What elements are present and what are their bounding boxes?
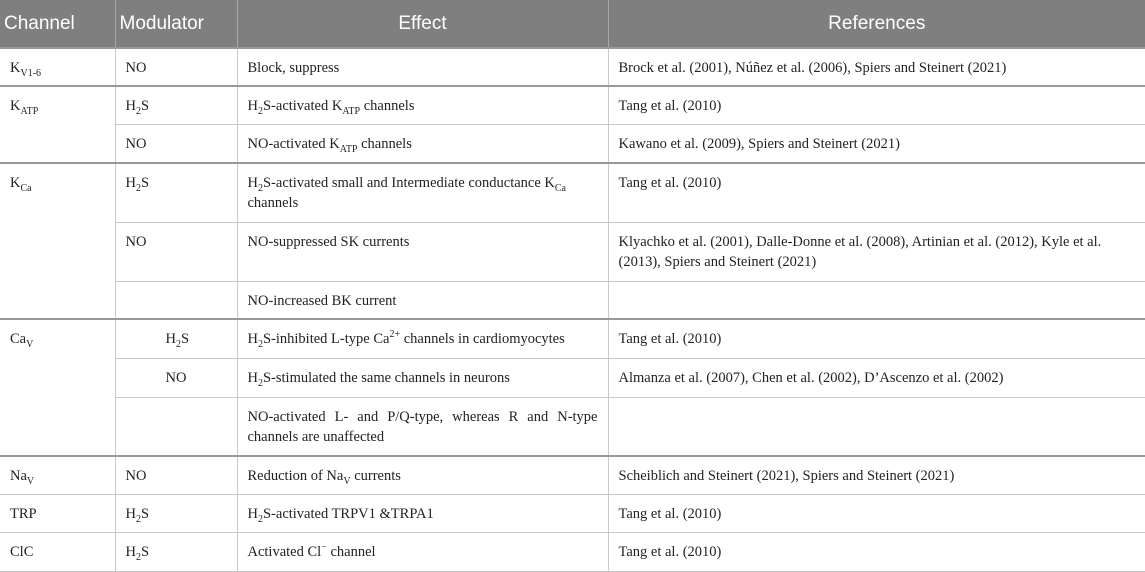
modulator-cell	[115, 397, 237, 456]
header-modulator: Modulator	[115, 0, 237, 48]
effect-cell: NO-suppressed SK currents	[237, 222, 608, 281]
channel-cell: $K_{V1-6}$	[0, 48, 115, 86]
effect-cell: $H_2S$-activated $K_{ATP}$ channels	[237, 86, 608, 124]
references-cell: Tang et al. (2010)	[608, 494, 1145, 532]
effect-cell: $H_2S$-activated small and Intermediate conductance $K_{Ca}$ channels	[237, 163, 608, 222]
references-cell: Tang et al. (2010)	[608, 86, 1145, 124]
table-row	[0, 397, 1145, 456]
modulator-cell: NO	[115, 124, 237, 163]
references-cell: Almanza et al. (2007), Chen et al. (2002), D’Ascenzo et al. (2002)	[608, 358, 1145, 397]
effect-cell: $H_2S$-stimulated the same channels in neurons	[237, 358, 608, 397]
modulator-cell: $H_2S$	[115, 86, 237, 124]
header-effect: Effect	[237, 0, 608, 48]
channel-cell: ClC	[0, 532, 115, 571]
references-cell: Tang et al. (2010)	[608, 532, 1145, 571]
channel-cell: $K_{ATP}$	[0, 86, 115, 163]
effect-cell: NO-activated $K_{ATP}$ channels	[237, 124, 608, 163]
channel-cell: $Na_V$	[0, 456, 115, 494]
references-cell: Brock et al. (2001), Núñez et al. (2006), Spiers and Steinert (2021)	[608, 48, 1145, 86]
table-row	[0, 456, 1145, 494]
effect-cell: Reduction of $Na_V$ currents	[237, 456, 608, 494]
references-cell: Scheiblich and Steinert (2021), Spiers and Steinert (2021)	[608, 456, 1145, 494]
channel-cell: $Ca_V$	[0, 319, 115, 456]
table-row	[0, 281, 1145, 319]
effect-cell: Block, suppress	[237, 48, 608, 86]
effect-cell: $H_2S$-activated TRPV1 &TRPA1	[237, 494, 608, 532]
references-cell	[608, 397, 1145, 456]
modulator-cell: $H_2S$	[115, 319, 237, 358]
channel-cell: $K_{Ca}$	[0, 163, 115, 319]
effect-cell: NO-increased BK current	[237, 281, 608, 319]
effect-cell: $H_2S$-inhibited L-type $Ca^{2+}$ channels in cardiomyocytes	[237, 319, 608, 358]
header-references: References	[608, 0, 1145, 48]
modulator-cell: $H_2S$	[115, 532, 237, 571]
table-row	[0, 319, 1145, 358]
header-channel: Channel	[0, 0, 115, 48]
modulator-cell: $H_2S$	[115, 494, 237, 532]
table-row	[0, 358, 1145, 397]
modulator-cell: NO	[115, 48, 237, 86]
modulator-cell: NO	[115, 222, 237, 281]
header-row	[0, 0, 1145, 48]
references-cell	[608, 281, 1145, 319]
table-row	[0, 532, 1145, 571]
table-row	[0, 222, 1145, 281]
modulator-cell	[115, 281, 237, 319]
table-row	[0, 48, 1145, 86]
references-cell: Tang et al. (2010)	[608, 319, 1145, 358]
effect-cell: NO-activated L- and P/Q-type, whereas R and N-type channels are unaffected	[237, 397, 608, 456]
effect-cell: Activated Cl− channel	[237, 532, 608, 571]
table-row	[0, 163, 1145, 222]
table-row	[0, 86, 1145, 124]
modulator-cell: NO	[115, 456, 237, 494]
modulator-cell: NO	[115, 358, 237, 397]
table-row	[0, 494, 1145, 532]
modulator-cell: $H_2S$	[115, 163, 237, 222]
references-cell: Tang et al. (2010)	[608, 163, 1145, 222]
channel-cell: TRP	[0, 494, 115, 532]
references-cell: Klyachko et al. (2001), Dalle-Donne et al. (2008), Artinian et al. (2012), Kyle et al. (2013), Spiers and Steinert (2021)	[608, 222, 1145, 281]
references-cell: Kawano et al. (2009), Spiers and Steinert (2021)	[608, 124, 1145, 163]
table-row	[0, 124, 1145, 163]
